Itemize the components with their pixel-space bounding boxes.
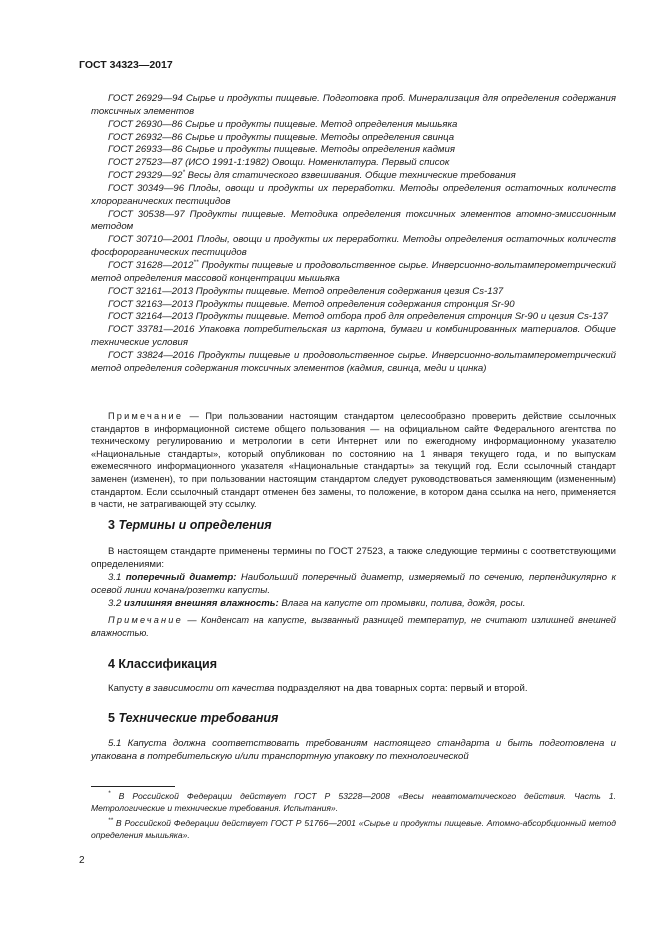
page-header: ГОСТ 34323—2017 — [79, 59, 173, 71]
note-label: Примечание — [108, 411, 184, 421]
reference-item: ГОСТ 30710—2001 Плоды, овощи и продукты их переработки. Методы определения остаточных количеств фосфорорганических пестицидов — [91, 234, 616, 259]
reference-item: ГОСТ 30349—96 Плоды, овощи и продукты их переработки. Методы определения остаточных количеств хлорорганических пестицидов — [91, 182, 616, 207]
section-4-text: Капусту в зависимости от качества подразделяют на два товарных сорта: первый и второй. — [108, 683, 528, 694]
footnote: ** В Российской Федерации действует ГОСТ Р 51766—2001 «Сырье и продукты пищевые. Атомно-абсорбционный метод определения мышьяка». — [91, 817, 616, 840]
footnote-separator — [91, 786, 175, 787]
reference-item: ГОСТ 32163—2013 Продукты пищевые. Метод определения содержания стронция Sr-90 — [108, 298, 515, 310]
reference-item: ГОСТ 26932—86 Сырье и продукты пищевые. Методы определения свинца — [108, 131, 455, 143]
section-5-heading: 5 Технические требования — [108, 711, 279, 725]
references-note — [91, 410, 616, 511]
term-3-2: 3.2 излишняя внешняя влажность: Влага на капусте от промывки, полива, дождя, росы. — [108, 598, 526, 609]
section-3-heading: 3 Термины и определения — [108, 518, 272, 532]
reference-item: ГОСТ 26933—86 Сырье и продукты пищевые. Методы определения кадмия — [108, 144, 455, 156]
reference-item: ГОСТ 26929—94 Сырье и продукты пищевые. Подготовка проб. Минерализация для определения содержания токсичных элементов — [91, 93, 616, 117]
footnote-marker: * — [108, 790, 111, 797]
section-5-text: 5.1 Капуста должна соответствовать требованиям настоящего стандарта и быть подготовлена и упакована в потребительскую и/или транспортную упаковку по технологической — [91, 738, 616, 762]
footnote-marker: ** — [193, 258, 199, 266]
page-number: 2 — [79, 855, 85, 866]
reference-item: ГОСТ 27523—87 (ИСО 1991-1:1982) Овощи. Номенклатура. Первый список — [108, 157, 450, 169]
reference-item: ГОСТ 33781—2016 Упаковка потребительская из картона, бумаги и комбинированных материалов. Общие технические условия — [91, 324, 616, 349]
normative-references-list — [91, 93, 616, 376]
note-text: — При пользовании настоящим стандартом целесообразно проверить действие ссылочных стандартов в информационной системе общего пользования — на официальном сайте Федерального агентства по техническому регулированию и метрологии в сети Интернет или по ежегодному информационному указателю «Национальные стандарты», который опубликован по состоянию на 1 января текущего года, и по выпускам ежемесячного информационного указателя «Национальные стандарты» за текущий год. Если ссылочный стандарт заменен (изменен), то при пользовании настоящим стандартом следует руководствоваться заменяющим (измененным) стандартом. Если ссылочный стандарт отменен без замены, то положение, в котором дана ссылка на него, применяется в части, не затрагивающей эту ссылку. — [91, 411, 616, 510]
reference-item: ГОСТ 33824—2016 Продукты пищевые и продовольственное сырье. Инверсионно-вольтамперометрический метод определения содержания токсичных элементов (кадмия, свинца, меди и цинка) — [91, 349, 616, 374]
term-note: Примечание — Конденсат на капусте, вызванный разницей температур, не считают излишней внешней влажностью. — [91, 615, 616, 638]
reference-item: ГОСТ 31628—2012** Продукты пищевые и продовольственное сырье. Инверсионно-вольтамперометрический метод определения массовой концентрации мышьяка — [91, 258, 616, 284]
reference-item: ГОСТ 29329—92* Весы для статического взвешивания. Общие технические требования — [108, 169, 516, 182]
footnote-marker: * — [182, 169, 185, 177]
reference-item: ГОСТ 26930—86 Сырье и продукты пищевые. Метод определения мышьяка — [108, 118, 458, 130]
section-4-heading: 4 Классификация — [108, 657, 218, 671]
term-3-1: 3.1 поперечный диаметр: Наибольший поперечный диаметр, измеряемый по сечению, перпендикулярно к осевой линии кочана/розетки капусты. — [91, 572, 616, 596]
reference-item: ГОСТ 32161—2013 Продукты пищевые. Метод определения содержания цезия Cs-137 — [108, 285, 504, 297]
reference-item: ГОСТ 32164—2013 Продукты пищевые. Метод отбора проб для определения стронция Sr-90 и цезия Cs-137 — [108, 311, 608, 323]
section-3-intro: В настоящем стандарте применены термины по ГОСТ 27523, а также следующие термины с соответствующими определениями: — [91, 546, 616, 570]
reference-item: ГОСТ 30538—97 Продукты пищевые. Методика определения токсичных элементов атомно-эмиссионным методом — [91, 208, 616, 233]
footnote-marker: ** — [108, 817, 114, 824]
footnote: * В Российской Федерации действует ГОСТ Р 53228—2008 «Весы неавтоматического действия. Часть 1. Метрологические и технические требования. Испытания». — [91, 790, 616, 813]
